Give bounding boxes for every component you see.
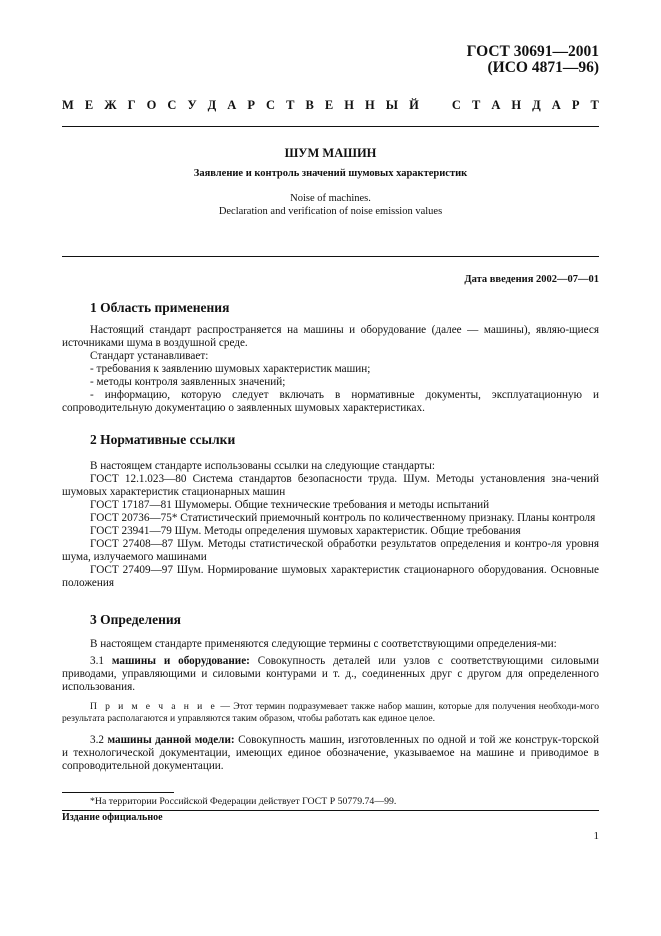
- list-item: - методы контроля заявленных значений;: [90, 376, 286, 388]
- paragraph: В настоящем стандарте использованы ссылки на следующие стандарты:: [90, 460, 435, 472]
- banner-letter: А: [227, 98, 237, 112]
- banner-letter: С: [266, 98, 276, 112]
- banner-letter: Н: [364, 98, 375, 112]
- banner-letter: Д: [207, 98, 217, 112]
- section-1-heading: 1 Область применения: [90, 300, 230, 315]
- banner-letter: Н: [511, 98, 522, 112]
- document-subtitle: Заявление и контроль значений шумовых характеристик: [193, 168, 468, 179]
- gost-number: ГОСТ 30691—2001: [466, 43, 599, 60]
- banner-letter: Е: [84, 98, 94, 112]
- footnote-rule: [62, 792, 174, 793]
- banner-letter: Т: [471, 98, 481, 112]
- banner-letter: Т: [286, 98, 295, 112]
- banner-letter: О: [146, 98, 157, 112]
- banner-letter: А: [551, 98, 561, 112]
- note-label: П р и м е ч а н и е: [90, 701, 218, 712]
- page-number: 1: [593, 830, 599, 842]
- edition-label: Издание официальное: [62, 812, 163, 823]
- paragraph: В настоящем стандарте применяются следующие термины с соответствующими определения-ми:: [90, 638, 557, 650]
- english-title-line2: Declaration and verification of noise emission values: [218, 206, 443, 217]
- note-text: — Этот термин подразумевает также набор машин, которые для получения необходи-мого результата располагаются и управляются таким образом, чтобы работать как единое целое.: [62, 701, 599, 724]
- banner-letter: Г: [127, 98, 136, 112]
- section-2-heading: 2 Нормативные ссылки: [90, 432, 236, 447]
- banner-letter: А: [491, 98, 501, 112]
- section-3-heading: 3 Определения: [90, 612, 181, 627]
- paragraph: Настоящий стандарт распространяется на машины и оборудование (далее — машины), являю-щиеся источниками шума в воздушной среде.: [62, 324, 599, 349]
- reference-item: ГОСТ 27409—97 Шум. Нормирование шумовых характеристик стационарного оборудования. Основные положения: [62, 564, 599, 589]
- paragraph: Стандарт устанавливает:: [90, 350, 209, 362]
- list-item: - требования к заявлению шумовых характеристик машин;: [90, 363, 371, 375]
- top-rule: [62, 126, 599, 127]
- banner-letter: С: [451, 98, 461, 112]
- document-title: ШУМ МАШИН: [284, 146, 377, 160]
- iso-number: (ИСО 4871—96): [487, 59, 599, 76]
- reference-item: ГОСТ 27408—87 Шум. Методы статистической обработки результатов определения и контро-ля уровня шума, излучаемого машинами: [62, 538, 599, 563]
- banner-letter: Р: [571, 98, 580, 112]
- banner-letter: Ж: [104, 98, 117, 112]
- introduction-date: Дата введения 2002—07—01: [464, 274, 599, 285]
- reference-item: ГОСТ 20736—75* Статистический приемочный контроль по количественному признаку. Планы контроля: [90, 512, 596, 524]
- footnote: *На территории Российской Федерации действует ГОСТ Р 50779.74—99.: [90, 796, 397, 807]
- section-3-body: [62, 638, 599, 773]
- banner-letter: М: [62, 98, 74, 112]
- list-item: - информацию, которую следует включать в нормативные документы, эксплуатационную и сопроводительную документацию о заявленных шумовых характеристиках.: [62, 389, 599, 414]
- banner-letter: Е: [324, 98, 334, 112]
- banner-letter: У: [187, 98, 197, 112]
- banner-letter: Й: [409, 98, 419, 112]
- reference-item: ГОСТ 23941—79 Шум. Методы определения шумовых характеристик. Общие требования: [90, 525, 521, 537]
- section-1-body: [62, 324, 599, 415]
- title-rule: [62, 256, 599, 257]
- reference-item: ГОСТ 12.1.023—80 Система стандартов безопасности труда. Шум. Методы установления зна-чений шумовых характеристик стационарных машин: [62, 473, 599, 498]
- banner-letter: Н: [344, 98, 354, 112]
- english-title: [0, 192, 661, 218]
- definition-number: 3.1: [90, 655, 112, 667]
- bottom-rule: [62, 810, 599, 811]
- definition-3-2: [62, 734, 599, 773]
- section-2-body: [62, 460, 599, 590]
- definition-text: Совокупность машин, изготовленных по одной и той же конструк-торской и технологической документации, имеющих единое обозначение, указываемое на машине и приводимое в сопроводительной документации.: [62, 734, 600, 772]
- definition-term: машины данной модели:: [107, 734, 235, 746]
- definition-text: Совокупность деталей или узлов с соответствующими силовыми приводами, управляющими и силовыми контурами и т. д., соединенных друг с другом для определенного использования.: [62, 655, 599, 693]
- banner-letter: Д: [532, 98, 541, 112]
- standard-banner: [62, 98, 599, 116]
- definition-number: 3.2: [90, 734, 108, 746]
- banner-letter: Р: [247, 98, 255, 112]
- document-header: [467, 44, 599, 76]
- banner-letter: С: [167, 98, 177, 112]
- definition-term: машины и оборудование:: [111, 655, 250, 667]
- banner-letter: Т: [590, 98, 599, 112]
- definition-3-1: [62, 655, 599, 694]
- note: [62, 701, 599, 725]
- english-title-line1: Noise of machines.: [290, 193, 371, 204]
- banner-letter: В: [305, 98, 314, 112]
- banner-letter: Ы: [385, 98, 399, 112]
- reference-item: ГОСТ 17187—81 Шумомеры. Общие технические требования и методы испытаний: [90, 499, 490, 511]
